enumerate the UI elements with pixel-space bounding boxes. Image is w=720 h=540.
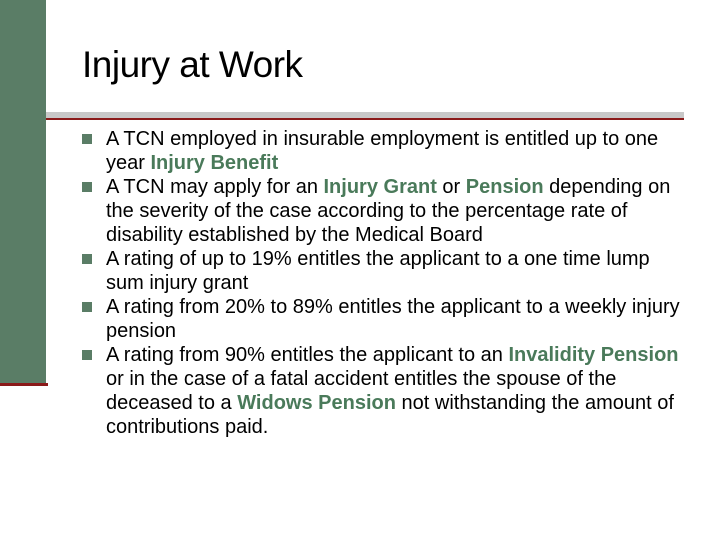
square-bullet-icon — [82, 302, 92, 312]
bullet-item: A rating from 90% entitles the applicant to an Invalidity Pension or in the case of a fatal accident entitles the spouse of the deceased to a Widows Pension not withstanding the amount of contributions paid. — [78, 343, 688, 439]
slide-title: Injury at Work — [82, 44, 303, 85]
bullet-list — [78, 127, 688, 439]
square-bullet-icon — [82, 350, 92, 360]
highlight-term: Injury Benefit — [150, 152, 279, 174]
bullet-item: A TCN employed in insurable employment is entitled up to one year Injury Benefit — [78, 127, 688, 175]
bullet-item: A TCN may apply for an Injury Grant or Pension depending on the severity of the case according to the percentage rate of disability established by the Medical Board — [78, 175, 688, 247]
highlight-term: Widows Pension — [237, 392, 396, 414]
bullet-item: A rating of up to 19% entitles the applicant to a one time lump sum injury grant — [78, 247, 688, 295]
square-bullet-icon — [82, 254, 92, 264]
left-accent-bar — [0, 0, 46, 385]
left-accent-bar-edge — [0, 383, 48, 386]
bullet-item: A rating from 20% to 89% entitles the applicant to a weekly injury pension — [78, 295, 688, 343]
highlight-term: Injury Grant — [323, 176, 437, 198]
highlight-term: Pension — [465, 176, 544, 198]
highlight-term: Invalidity Pension — [508, 344, 679, 366]
square-bullet-icon — [82, 134, 92, 144]
title-divider-accent — [46, 118, 684, 120]
square-bullet-icon — [82, 182, 92, 192]
